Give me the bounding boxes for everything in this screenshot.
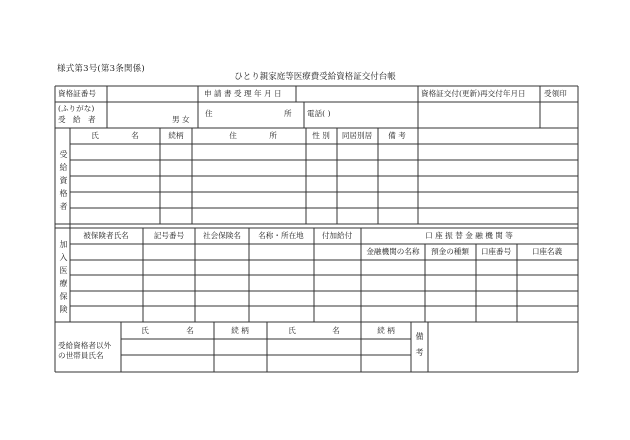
gender-label: 男 女: [172, 115, 190, 124]
col-eligible-address-1: 住: [229, 131, 237, 140]
col-name-location: 名称・所在地: [258, 231, 304, 240]
application-date-label: 申 請 書 受 理 年 月 日: [204, 89, 282, 98]
phone-label: 電話( ): [307, 109, 331, 118]
col-eligible-cohabiting: 同居別居: [341, 131, 373, 140]
household-label-line2: の世帯員氏名: [58, 351, 104, 360]
form-title: ひとり親家庭等医療費受給資格証交付台帳: [234, 72, 396, 82]
col-household-relationship-2: 続 柄: [377, 326, 395, 335]
seal-label: 受領印: [544, 89, 567, 98]
col-insured-name: 被保険者氏名: [83, 231, 129, 240]
address-label: 住: [205, 109, 213, 118]
eligible-side-label: 受給資格者: [59, 150, 68, 215]
col-eligible-gender: 性 別: [312, 131, 330, 140]
col-eligible-relationship: 続柄: [168, 131, 184, 140]
cert-number-label: 資格証番号: [58, 89, 96, 98]
insurance-side-label: 加入医療保険: [59, 240, 68, 318]
col-account-number: 口座番号: [480, 247, 512, 256]
col-social-insurance: 社会保険名: [203, 231, 241, 240]
col-household-relationship-1: 続 柄: [231, 326, 249, 335]
household-remarks-label: 備考: [415, 332, 424, 364]
form-number: 様式第3号(第3条関係): [57, 64, 145, 74]
address-label-2: 所: [284, 109, 292, 118]
furigana-label: (ふりがな): [58, 104, 95, 113]
household-label-line1: 受給資格者以外: [58, 341, 112, 350]
col-eligible-remarks: 備 考: [388, 131, 406, 140]
col-household-given-2: 名: [332, 326, 340, 335]
reissue-date-label: 資格証交付(更新)再交付年月日: [421, 89, 526, 98]
col-eligible-given-name: 名: [131, 131, 139, 140]
col-account-holder: 口座名義: [531, 247, 563, 256]
col-eligible-address-2: 所: [269, 131, 277, 140]
col-deposit-type: 預金の種類: [431, 247, 469, 256]
col-eligible-surname: 氏: [91, 131, 99, 140]
transfer-header: 口 座 振 替 金 融 機 関 等: [425, 231, 513, 240]
col-household-surname-1: 氏: [141, 326, 149, 335]
col-additional-benefit: 付加給付: [321, 231, 353, 240]
col-household-surname-2: 氏: [288, 326, 296, 335]
col-bank-name: 金融機関の名称: [366, 247, 420, 256]
col-household-given-1: 名: [186, 326, 194, 335]
col-symbol-number: 記号番号: [153, 231, 185, 240]
recipient-name-label: 受 給 者: [58, 115, 99, 124]
